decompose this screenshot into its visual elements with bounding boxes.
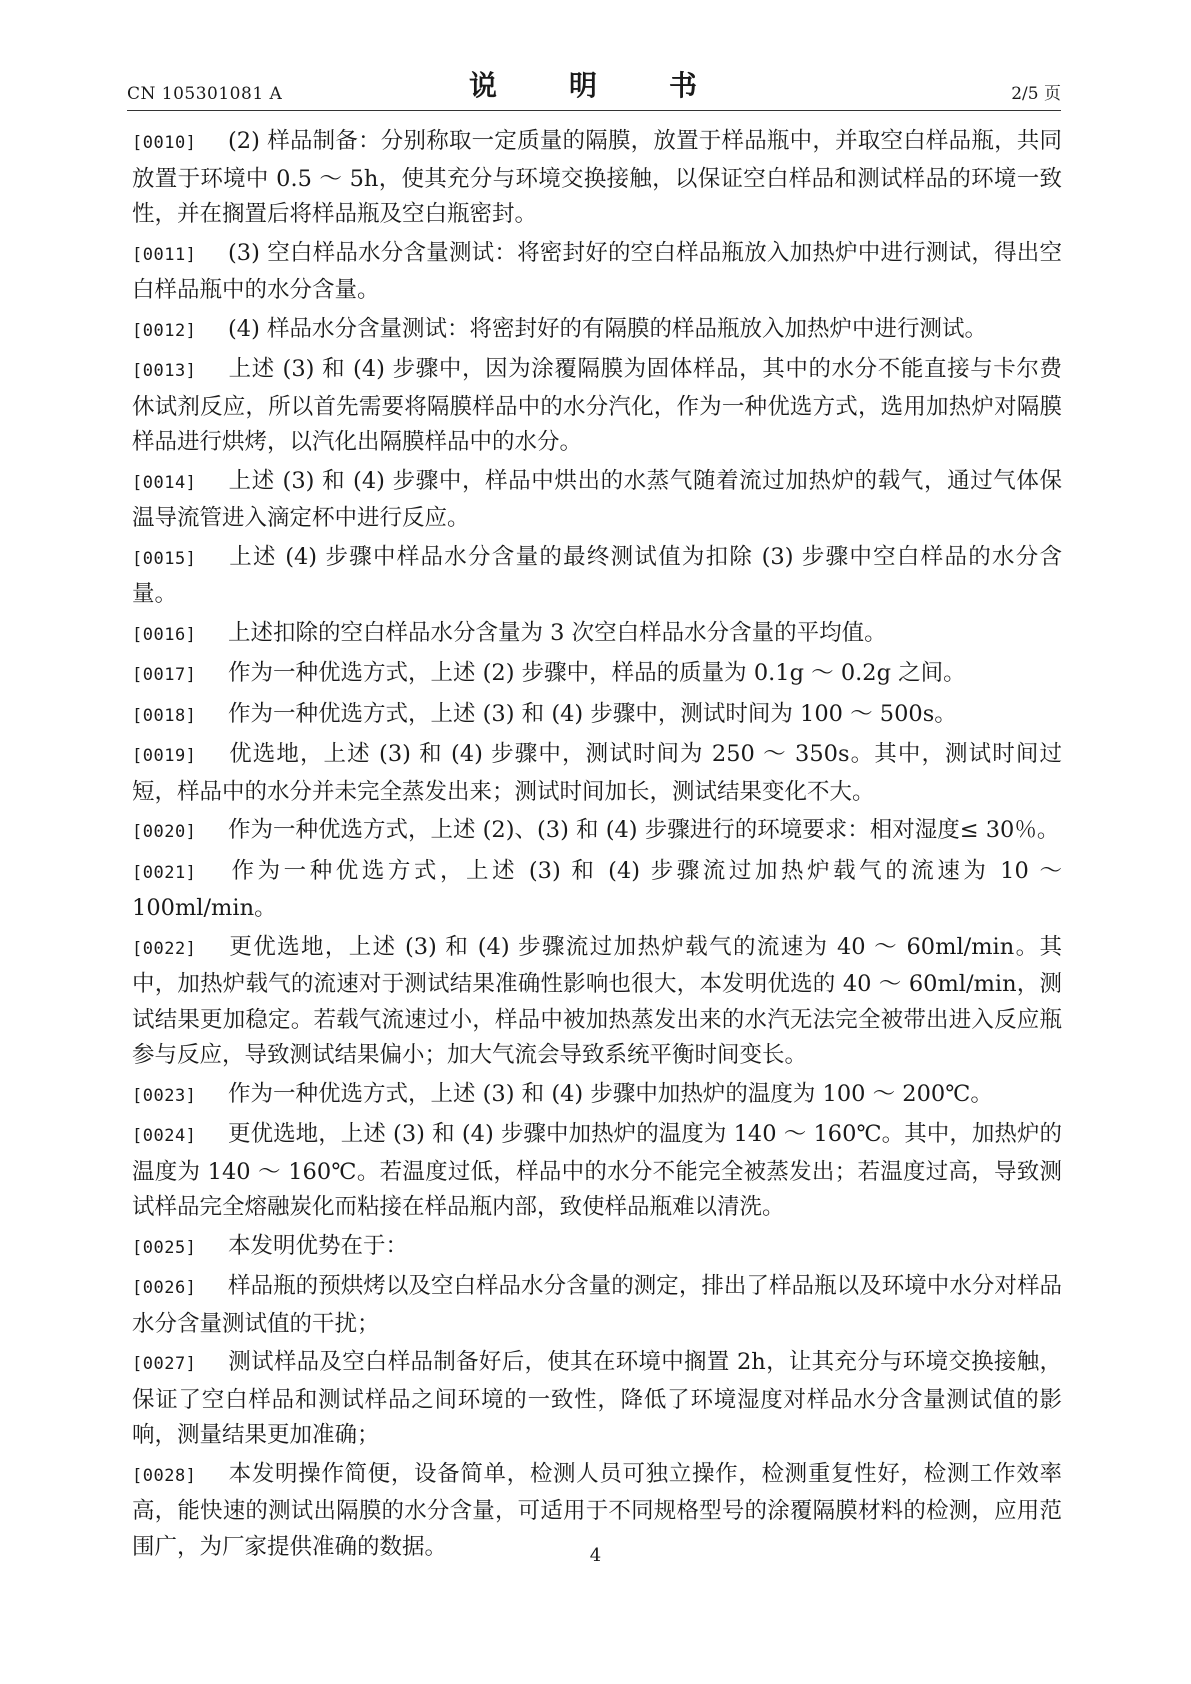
paragraph-text: 样品瓶的预烘烤以及空白样品水分含量的测定，排出了样品瓶以及环境中水分对样品水分含量测试值的干扰； [132,1273,1062,1337]
paragraph-text: 更优选地，上述 (3) 和 (4) 步骤中加热炉的温度为 140 ～ 160℃。其中，加热炉的温度为 140 ～ 160℃。若温度过低，样品中的水分不能完全被蒸发出；若温度过高，导致测试样品完全熔融炭化而粘接在样品瓶内部，致使样品瓶难以清洗。 [132,1121,1062,1220]
paragraph-number: [0010] [132,133,197,153]
paragraph-text: 作为一种优选方式，上述 (2)、(3) 和 (4) 步骤进行的环境要求：相对湿度≤ 30％。 [228,817,1060,843]
paragraph [132,540,1062,613]
paragraph-text: 作为一种优选方式，上述 (3) 和 (4) 步骤中加热炉的温度为 100 ～ 200℃。 [228,1080,993,1107]
paragraph-number: [0018] [132,705,197,726]
paragraph [132,312,1062,350]
paragraph-text: 上述 (3) 和 (4) 步骤中，样品中烘出的水蒸气随着流过加热炉的载气，通过气体保温导流管进入滴定杯中进行反应。 [132,467,1062,531]
paragraph [132,464,1062,537]
document-title: 说 明 书 [468,69,719,102]
paragraph-text: 本发明操作简便，设备简单，检测人员可独立操作，检测重复性好，检测工作效率高，能快速的测试出隔膜的水分含量，可适用于不同规格型号的涂覆隔膜材料的检测，应用范围广，为厂家提供准确的数据。 [132,1460,1062,1560]
paragraph-number: [0023] [132,1085,197,1106]
paragraph-number: [0025] [132,1237,197,1258]
paragraph-number: [0021] [132,862,197,883]
paragraph-text: 作为一种优选方式，上述 (3) 和 (4) 步骤流过加热炉载气的流速为 10 ～ 100ml/min。 [132,857,1062,921]
paragraph-text: 更优选地，上述 (3) 和 (4) 步骤流过加热炉载气的流速为 40 ～ 60ml/min。其中，加热炉载气的流速对于测试结果准确性影响也很大，本发明优选的 40 ～ 60ml/min，测试结果更加稳定。若载气流速过小，样品中被加热蒸发出来的水汽无法完全被带出进入反应瓶参与反应，导致测试结果偏小；加大气流会导致系统平衡时间变长。 [132,933,1062,1068]
paragraph-number: [0020] [132,822,197,842]
header-rule [127,110,1061,111]
paragraph [132,697,1062,735]
paragraph-text: 本发明优势在于： [228,1232,409,1259]
paragraph-number: [0019] [132,746,197,766]
paragraph-text: 上述扣除的空白样品水分含量为 3 次空白样品水分含量的平均值。 [228,619,887,646]
paragraph-text: (2) 样品制备：分别称取一定质量的隔膜，放置于样品瓶中，并取空白样品瓶，共同放置于环境中 0.5 ～ 5h，使其充分与环境交换接触，以保证空白样品和测试样品的环境一致性，并在搁置后将样品瓶及空白瓶密封。 [132,128,1062,227]
paragraph-number: [0011] [132,244,197,265]
paragraph [132,1229,1062,1267]
paragraph [132,1077,1062,1115]
paragraph-text: 作为一种优选方式，上述 (2) 步骤中，样品的质量为 0.1g ～ 0.2g 之间。 [228,660,966,686]
paragraph [132,124,1062,233]
paragraph-number: [0012] [132,320,197,341]
paragraph-number: [0028] [132,1465,197,1486]
paragraph [132,616,1062,654]
paragraph-number: [0016] [132,624,197,645]
page-header [127,64,1061,110]
paragraph-text: 上述 (3) 和 (4) 步骤中，因为涂覆隔膜为固体样品，其中的水分不能直接与卡尔费休试剂反应，所以首先需要将隔膜样品中的水分汽化，作为一种优选方式，选用加热炉对隔膜样品进行烘烤，以汽化出隔膜样品中的水分。 [132,356,1062,455]
paragraph [132,656,1062,694]
page-ratio: 2/5 页 [1011,84,1061,104]
patent-number: CN 105301081 A [127,84,283,104]
paragraph-text: (4) 样品水分含量测试：将密封好的有隔膜的样品瓶放入加热炉中进行测试。 [228,315,988,342]
paragraph-text: 优选地，上述 (3) 和 (4) 步骤中，测试时间为 250 ～ 350s。其中，测试时间过短，样品中的水分并未完全蒸发出来；测试时间加长，测试结果变化不大。 [132,741,1062,805]
paragraph-number: [0014] [132,472,197,493]
paragraph [132,854,1062,927]
paragraph-text: 作为一种优选方式，上述 (3) 和 (4) 步骤中，测试时间为 100 ～ 500s。 [228,700,957,727]
paragraph-text: 测试样品及空白样品制备好后，使其在环境中搁置 2h，让其充分与环境交换接触，保证了空白样品和测试样品之间环境的一致性，降低了环境湿度对样品水分含量测试值的影响，测量结果更加准确； [132,1349,1062,1448]
paragraph-number: [0026] [132,1278,197,1298]
document-body [132,124,1062,1568]
paragraph-text: 上述 (4) 步骤中样品水分含量的最终测试值为扣除 (3) 步骤中空白样品的水分含量。 [132,543,1062,607]
paragraph [132,1345,1062,1454]
paragraph [132,930,1062,1074]
paragraph-number: [0013] [132,361,197,381]
paragraph [132,352,1062,461]
paragraph [132,1269,1062,1342]
paragraph [132,737,1062,810]
paragraph-number: [0022] [132,938,197,959]
paragraph [132,813,1062,851]
paragraph-number: [0015] [132,548,197,569]
paragraph [132,1117,1062,1226]
page-number: 4 [589,1545,602,1566]
paragraph-number: [0024] [132,1126,197,1146]
paragraph-text: (3) 空白样品水分含量测试：将密封好的空白样品瓶放入加热炉中进行测试，得出空白样品瓶中的水分含量。 [132,239,1062,303]
paragraph-number: [0017] [132,665,197,685]
paragraph [132,236,1062,309]
paragraph-number: [0027] [132,1354,197,1374]
